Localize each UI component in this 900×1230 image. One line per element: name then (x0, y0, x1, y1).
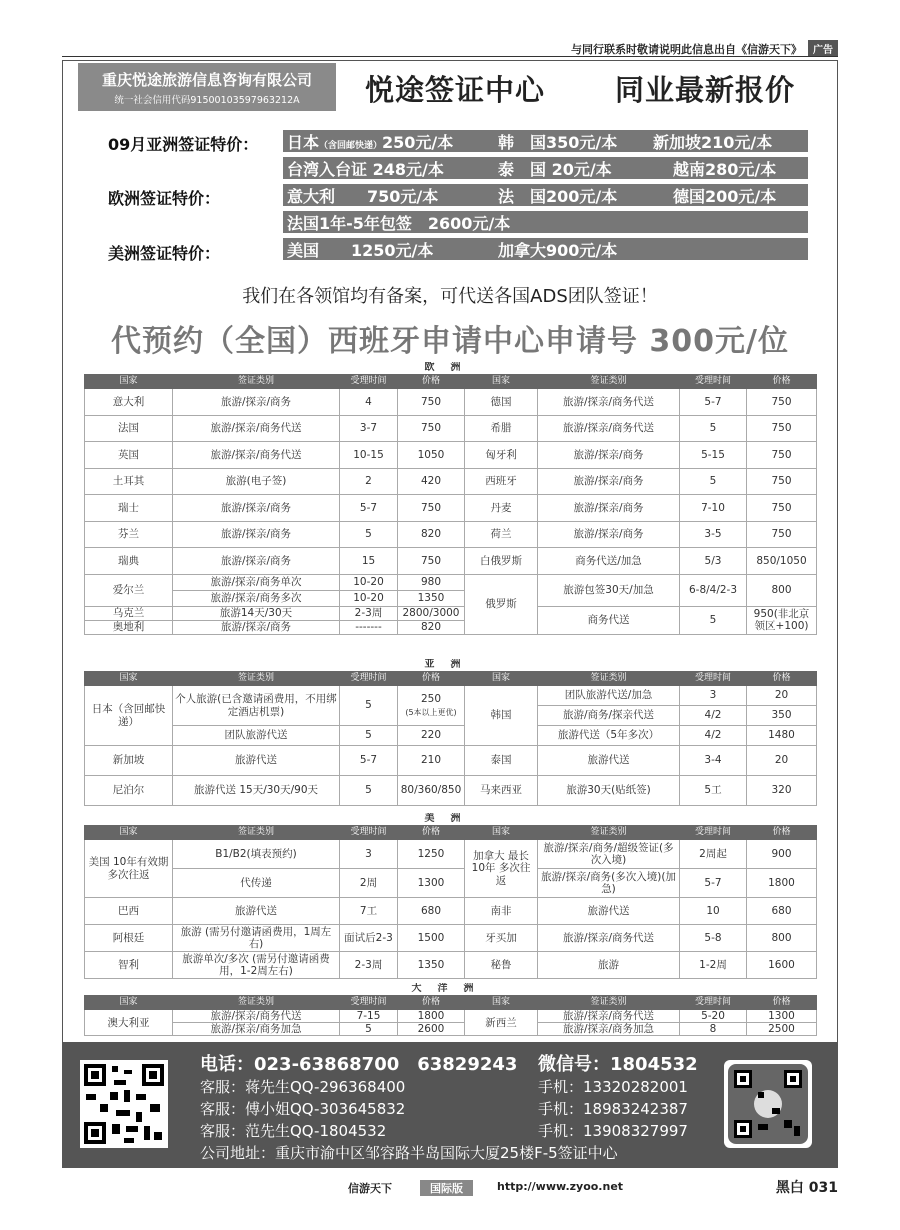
processing-time: 6-8/4/2-3 (680, 574, 747, 606)
visa-type: 旅游/探亲/商务/超级签证(多次入境) (538, 840, 680, 869)
price: 20 (747, 746, 817, 776)
country-usa: 美国 10年有效期 多次往返 (85, 840, 173, 898)
country: 西班牙 (465, 468, 538, 495)
visa-type: 旅游/探亲/商务 (538, 521, 680, 548)
qr-code-icon (80, 1060, 168, 1148)
country-korea: 韩国 (465, 686, 538, 746)
country: 丹麦 (465, 495, 538, 522)
processing-time: 2-3周 (340, 952, 398, 979)
price: 750 (747, 389, 817, 416)
visa-type: 旅游30天(贴纸签) (538, 776, 680, 806)
asia-label: 09月亚洲签证特价： (108, 135, 259, 154)
processing-time: 5 (680, 606, 747, 634)
price-korea: 韩 国350元/本 (498, 132, 618, 152)
price: 1250 (398, 840, 465, 869)
visa-type: 旅游 (538, 952, 680, 979)
region-america: 美洲 (424, 813, 477, 825)
visa-type: 个人旅游(已含邀请函费用，不用绑定酒店机票) (173, 686, 340, 726)
price: 750 (398, 415, 465, 442)
wechat-id[interactable]: 微信号：1804532 (538, 1054, 698, 1075)
price-japan: 日本（含回邮快递）250元/本 (287, 132, 454, 152)
processing-time: 10-15 (340, 442, 398, 469)
processing-time: 3-7 (340, 415, 398, 442)
price: 750 (747, 468, 817, 495)
processing-time: 5-8 (680, 925, 747, 952)
page-number: 黑白 031 (775, 1180, 838, 1196)
processing-time: 3-4 (680, 746, 747, 776)
col-country: 国家 (465, 375, 538, 389)
visa-type: 旅游/探亲/商务加急 (173, 1023, 340, 1036)
visa-type: 旅游包签30天/加急 (538, 574, 680, 606)
table-row (85, 442, 817, 469)
qr-code-right[interactable] (724, 1060, 812, 1148)
processing-time: 5 (340, 726, 398, 746)
processing-time: ------- (340, 620, 398, 634)
price-canada: 加拿大900元/本 (498, 240, 618, 260)
processing-time: 4 (340, 389, 398, 416)
processing-time: 10-20 (340, 574, 398, 590)
table-row (85, 521, 817, 548)
visa-type: 旅游代送 15天/30天/90天 (173, 776, 340, 806)
visa-type: 旅游/探亲/商务代送 (173, 442, 340, 469)
price: 1480 (747, 726, 817, 746)
processing-time: 2 (340, 468, 398, 495)
processing-time: 面试后2-3 (340, 925, 398, 952)
price: 750 (398, 389, 465, 416)
visa-type: 团队旅游代送 (173, 726, 340, 746)
processing-time: 5 (680, 415, 747, 442)
visa-type: 旅游/探亲/商务 (173, 495, 340, 522)
visa-type: 旅游/探亲/商务代送 (538, 415, 680, 442)
processing-time: 4/2 (680, 726, 747, 746)
visa-type: 旅游/探亲/商务单次 (173, 574, 340, 590)
price-italy: 意大利 750元/本 (287, 186, 439, 206)
country: 法国 (85, 415, 173, 442)
col-type: 签证类别 (173, 672, 340, 686)
processing-time: 7-15 (340, 1010, 398, 1023)
qr-code-left[interactable] (80, 1060, 168, 1148)
country-new-zealand: 新西兰 (465, 1010, 538, 1036)
page-footer (0, 1180, 900, 1200)
price: 1300 (747, 1010, 817, 1023)
price-usa: 美国 1250元/本 (287, 240, 434, 260)
region-asia: 亚洲 (424, 659, 477, 671)
processing-time: 5-7 (680, 869, 747, 898)
visa-type: 旅游14天/30天 (173, 606, 340, 620)
price: 1500 (398, 925, 465, 952)
country: 阿根廷 (85, 925, 173, 952)
country: 泰国 (465, 746, 538, 776)
price: 2600 (398, 1023, 465, 1036)
headline-prices: 同业最新报价 (615, 73, 796, 107)
visa-type: 旅游/探亲/商务 (538, 495, 680, 522)
country: 新加坡 (85, 746, 173, 776)
country: 意大利 (85, 389, 173, 416)
processing-time: 4/2 (680, 706, 747, 726)
edition-tag: 国际版 (420, 1180, 473, 1196)
col-time: 受理时间 (340, 375, 398, 389)
country: 瑞士 (85, 495, 173, 522)
processing-time: 5-7 (340, 746, 398, 776)
col-time: 受理时间 (340, 826, 398, 840)
oceania-table (84, 983, 817, 1036)
processing-time: 10-20 (340, 590, 398, 606)
processing-time: 10 (680, 898, 747, 925)
price: 1600 (747, 952, 817, 979)
visa-type: 旅游单次/多次 (需另付邀请函费用，1-2周左右) (173, 952, 340, 979)
price: 900 (747, 840, 817, 869)
visa-type: 旅游/探亲/商务 (173, 389, 340, 416)
visa-type: 旅游/探亲/商务代送 (538, 925, 680, 952)
price-france-multi: 法国1年-5年包签 2600元/本 (287, 213, 511, 233)
country: 英国 (85, 442, 173, 469)
america-label: 美洲签证特价： (108, 244, 221, 263)
processing-time: 7-10 (680, 495, 747, 522)
country: 荷兰 (465, 521, 538, 548)
source-note-text: 与同行联系时敬请说明此信息出自《信游天下》 (571, 42, 802, 56)
service-contact-2: 客服：傅小姐QQ-303645832 (200, 1100, 406, 1118)
col-type: 签证类别 (538, 672, 680, 686)
price: 2500 (747, 1023, 817, 1036)
mobile-3[interactable]: 手机：13908327997 (538, 1122, 688, 1140)
processing-time: 5 (340, 521, 398, 548)
country-australia: 澳大利亚 (85, 1010, 173, 1036)
visa-type: 旅游/探亲/商务代送 (538, 389, 680, 416)
publication-name: 信游天下 (348, 1182, 392, 1195)
ad-tag: 广告 (808, 40, 838, 57)
col-country: 国家 (85, 826, 173, 840)
visa-type: 旅游/探亲/商务代送 (538, 1010, 680, 1023)
col-country: 国家 (85, 996, 173, 1010)
country-ukraine: 乌克兰 (85, 606, 173, 620)
price: 1350 (398, 952, 465, 979)
country: 芬兰 (85, 521, 173, 548)
visa-type: 旅游代送（5年多次） (538, 726, 680, 746)
price: 820 (398, 620, 465, 634)
visa-type: 旅游/探亲/商务 (538, 468, 680, 495)
col-type: 签证类别 (173, 375, 340, 389)
visa-type: 旅游/探亲/商务(多次入境)(加急) (538, 869, 680, 898)
col-type: 签证类别 (173, 996, 340, 1010)
country-russia: 俄罗斯 (465, 574, 538, 634)
mobile-1[interactable]: 手机：13320282001 (538, 1078, 688, 1096)
headline-center: 悦途签证中心 (365, 73, 546, 107)
col-price: 价格 (747, 375, 817, 389)
price-row-3 (283, 184, 808, 206)
region-europe: 欧洲 (424, 362, 477, 374)
col-price: 价格 (398, 672, 465, 686)
company-name: 重庆悦途旅游信息咨询有限公司 (101, 71, 312, 89)
contact-footer (62, 1042, 838, 1168)
processing-time: 2-3周 (340, 606, 398, 620)
table-row (85, 746, 817, 776)
visa-type: 旅游(电子签) (173, 468, 340, 495)
table-row (85, 548, 817, 575)
country: 尼泊尔 (85, 776, 173, 806)
price: 750 (398, 548, 465, 575)
wechat-qr-icon (724, 1060, 812, 1148)
processing-time: 3 (340, 840, 398, 869)
visa-type: B1/B2(填表预约) (173, 840, 340, 869)
col-country: 国家 (465, 826, 538, 840)
processing-time: 5 (340, 1023, 398, 1036)
col-time: 受理时间 (340, 672, 398, 686)
price-france: 法 国200元/本 (498, 186, 618, 206)
col-country: 国家 (85, 375, 173, 389)
price-taiwan: 台湾入台证 248元/本 (287, 159, 444, 179)
price: 420 (398, 468, 465, 495)
table-row (85, 415, 817, 442)
col-time: 受理时间 (340, 996, 398, 1010)
price: 680 (747, 898, 817, 925)
processing-time: 1-2周 (680, 952, 747, 979)
price-thailand: 泰 国 20元/本 (498, 159, 612, 179)
top-rule (62, 56, 838, 57)
price: 750 (747, 495, 817, 522)
country: 匈牙利 (465, 442, 538, 469)
processing-time: 5 (340, 776, 398, 806)
price: 1800 (398, 1010, 465, 1023)
col-price: 价格 (747, 996, 817, 1010)
processing-time: 5-20 (680, 1010, 747, 1023)
spain-appointment: 代预约（全国）西班牙申请中心申请号 300元/位 (110, 324, 790, 359)
mobile-2[interactable]: 手机：18983242387 (538, 1100, 688, 1118)
col-time: 受理时间 (680, 826, 747, 840)
visa-type: 团队旅游代送/加急 (538, 686, 680, 706)
price: 80/360/850 (398, 776, 465, 806)
europe-label: 欧洲签证特价： (108, 189, 221, 208)
col-price: 价格 (747, 826, 817, 840)
country: 瑞典 (85, 548, 173, 575)
country: 秘鲁 (465, 952, 538, 979)
website-link[interactable]: http://www.zyoo.net (497, 1180, 624, 1193)
processing-time: 2周起 (680, 840, 747, 869)
country: 德国 (465, 389, 538, 416)
price: 750 (747, 442, 817, 469)
country: 马来西亚 (465, 776, 538, 806)
col-type: 签证类别 (538, 996, 680, 1010)
visa-type: 商务代送 (538, 606, 680, 634)
processing-time: 5-15 (680, 442, 747, 469)
source-note (571, 40, 838, 57)
processing-time: 3 (680, 686, 747, 706)
country-ireland: 爱尔兰 (85, 574, 173, 606)
col-country: 国家 (85, 672, 173, 686)
table-row (85, 776, 817, 806)
processing-time: 8 (680, 1023, 747, 1036)
price-row-5 (283, 238, 808, 260)
price: 750 (398, 495, 465, 522)
country-canada: 加拿大 最长10年 多次往返 (465, 840, 538, 898)
country: 智利 (85, 952, 173, 979)
price: 750 (747, 521, 817, 548)
price: 350 (747, 706, 817, 726)
country-austria: 奥地利 (85, 620, 173, 634)
price-vietnam: 越南280元/本 (673, 159, 777, 179)
price: 680 (398, 898, 465, 925)
processing-time: 5-7 (340, 495, 398, 522)
col-type: 签证类别 (173, 826, 340, 840)
phone-numbers[interactable]: 电话：023-63868700 63829243 (200, 1054, 518, 1075)
price: 1350 (398, 590, 465, 606)
visa-type: 旅游代送 (173, 746, 340, 776)
country: 希腊 (465, 415, 538, 442)
processing-time: 2周 (340, 869, 398, 898)
visa-type: 旅游代送 (173, 898, 340, 925)
visa-type: 旅游/探亲/商务 (538, 442, 680, 469)
processing-time: 3-5 (680, 521, 747, 548)
ads-notice: 我们在各领馆均有备案，可代送各国ADS团队签证！ (242, 286, 658, 307)
table-row (85, 898, 817, 925)
price-row-2 (283, 157, 808, 179)
price: 800 (747, 925, 817, 952)
visa-type: 旅游/商务/探亲代送 (538, 706, 680, 726)
price-row-1 (283, 130, 808, 152)
table-row (85, 389, 817, 416)
price: 800 (747, 574, 817, 606)
processing-time: 5 (680, 468, 747, 495)
visa-type: 旅游代送 (538, 746, 680, 776)
price: 820 (398, 521, 465, 548)
processing-time: 15 (340, 548, 398, 575)
col-price: 价格 (398, 826, 465, 840)
visa-type: 旅游/探亲/商务多次 (173, 590, 340, 606)
country: 土耳其 (85, 468, 173, 495)
processing-time: 5 (340, 686, 398, 726)
col-type: 签证类别 (538, 826, 680, 840)
price: 210 (398, 746, 465, 776)
col-time: 受理时间 (680, 672, 747, 686)
visa-type: 旅游/探亲/商务代送 (173, 1010, 340, 1023)
region-oceania: 大洋洲 (411, 983, 490, 995)
processing-time: 5-7 (680, 389, 747, 416)
price: 2800/3000 (398, 606, 465, 620)
visa-type: 旅游/探亲/商务 (173, 620, 340, 634)
col-country: 国家 (465, 672, 538, 686)
company-banner (78, 63, 336, 111)
col-price: 价格 (747, 672, 817, 686)
price: 750 (747, 415, 817, 442)
visa-type: 旅游代送 (538, 898, 680, 925)
col-time: 受理时间 (680, 375, 747, 389)
visa-type: 旅游/探亲/商务代送 (173, 415, 340, 442)
processing-time: 5工 (680, 776, 747, 806)
processing-time: 5/3 (680, 548, 747, 575)
country: 白俄罗斯 (465, 548, 538, 575)
price: 250 (5本以上更优) (398, 686, 465, 726)
service-contact-1: 客服：蒋先生QQ-296368400 (200, 1078, 406, 1096)
europe-table (84, 362, 817, 635)
price-row-4 (283, 211, 808, 233)
visa-type: 商务代送/加急 (538, 548, 680, 575)
table-row (85, 952, 817, 979)
country: 南非 (465, 898, 538, 925)
company-address: 公司地址：重庆市渝中区邹容路半岛国际大厦25楼F-5签证中心 (200, 1144, 618, 1162)
america-table (84, 813, 817, 979)
visa-type: 旅游/探亲/商务 (173, 548, 340, 575)
col-time: 受理时间 (680, 996, 747, 1010)
visa-type: 旅游/探亲/商务加急 (538, 1023, 680, 1036)
price: 320 (747, 776, 817, 806)
col-price: 价格 (398, 996, 465, 1010)
table-row (85, 468, 817, 495)
country-japan: 日本（含回邮快递） (85, 686, 173, 746)
country: 牙买加 (465, 925, 538, 952)
visa-type: 旅游 (需另付邀请函费用，1周左右) (173, 925, 340, 952)
price: 220 (398, 726, 465, 746)
table-row (85, 925, 817, 952)
price-singapore: 新加坡210元/本 (653, 132, 773, 152)
price: 1300 (398, 869, 465, 898)
col-price: 价格 (398, 375, 465, 389)
processing-time: 7工 (340, 898, 398, 925)
price: 20 (747, 686, 817, 706)
price-germany: 德国200元/本 (673, 186, 777, 206)
price: 1050 (398, 442, 465, 469)
table-row (85, 495, 817, 522)
service-contact-3: 客服：范先生QQ-1804532 (200, 1122, 387, 1140)
col-country: 国家 (465, 996, 538, 1010)
price: 980 (398, 574, 465, 590)
country: 巴西 (85, 898, 173, 925)
price: 850/1050 (747, 548, 817, 575)
col-type: 签证类别 (538, 375, 680, 389)
asia-table (84, 659, 817, 806)
price: 1800 (747, 869, 817, 898)
price: 950(非北京领区+100) (747, 606, 817, 634)
visa-type: 旅游/探亲/商务 (173, 521, 340, 548)
visa-type: 代传递 (173, 869, 340, 898)
company-credit-code: 统一社会信用代码91500103597963212A (114, 95, 300, 106)
